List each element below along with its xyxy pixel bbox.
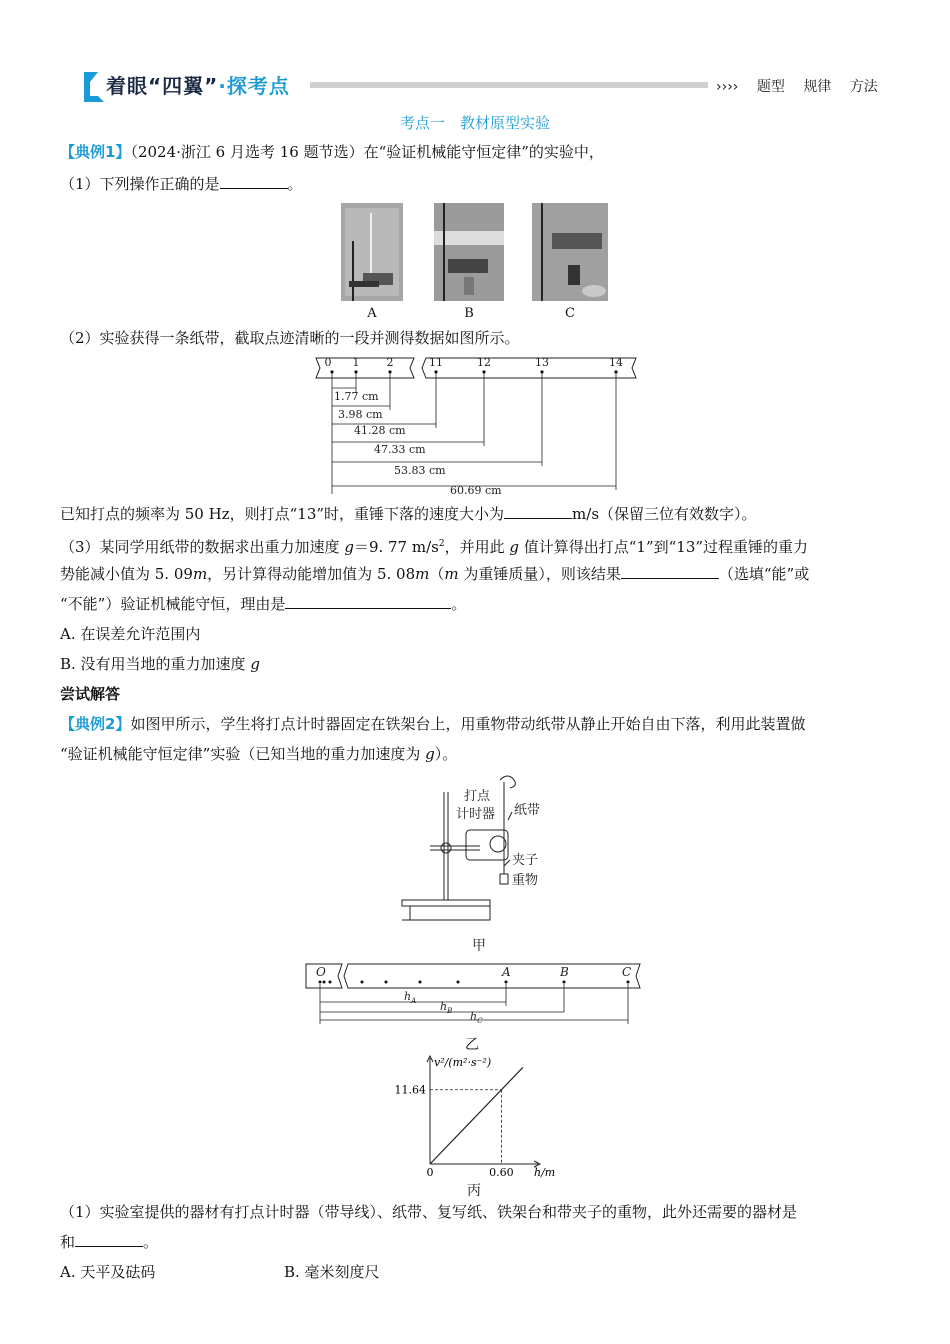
apparatus-label: 纸带 bbox=[514, 803, 541, 818]
example2-option-a: A. 天平及砝码 bbox=[60, 1263, 156, 1281]
photo-a bbox=[341, 203, 403, 301]
tape-point-label: 12 bbox=[477, 356, 491, 369]
tape-dim-label: $h_A$ bbox=[404, 990, 417, 1005]
tape-point-label: O bbox=[316, 965, 326, 979]
tape-point-label: 1 bbox=[352, 356, 360, 369]
data-line bbox=[430, 1067, 523, 1164]
photo-label: C bbox=[565, 306, 575, 321]
figure-caption: 甲 bbox=[472, 938, 486, 954]
tape-point-label: 0 bbox=[324, 356, 332, 369]
example2-tag: 【典例2】 bbox=[60, 715, 131, 733]
apparatus-label: 夹子 bbox=[512, 853, 539, 868]
example1-q1: （1）下列操作正确的是 。 bbox=[60, 172, 890, 196]
tape-dim-label: $h_C$ bbox=[470, 1010, 483, 1025]
example2-option-b: B. 毫米刻度尺 bbox=[284, 1263, 380, 1281]
y-axis-label: v²/(m²·s⁻²) bbox=[434, 1056, 492, 1069]
v2-h-chart bbox=[380, 1052, 570, 1182]
tape-figure-1 bbox=[314, 354, 640, 498]
apparatus-label: 计时器 bbox=[456, 807, 496, 822]
tape-point-label: 14 bbox=[609, 356, 623, 369]
tape-point-label: A bbox=[502, 965, 511, 979]
answer-blank[interactable] bbox=[504, 502, 572, 519]
tape-dim-label: $h_B$ bbox=[440, 1000, 453, 1015]
example1-q3-line2: 势能减小值为 5. 09m，另计算得动能增加值为 5. 08m（m 为重锤质量），则该结果 （选填“能”或 bbox=[60, 562, 890, 586]
tape-measure: 41.28 cm bbox=[354, 424, 406, 437]
tape-point-label: C bbox=[622, 965, 632, 979]
example1-q3-line3: “不能”）验证机械能守恒，理由是 。 bbox=[60, 592, 890, 616]
tape-measure: 47.33 cm bbox=[374, 443, 426, 456]
header-tag: 题型 bbox=[756, 79, 785, 95]
tape-measure: 53.83 cm bbox=[394, 464, 446, 477]
example1-intro: 【典例1】（2024·浙江 6 月选考 16 题节选）在“验证机械能守恒定律”的实验中， bbox=[60, 143, 604, 161]
example1-q3-line1: （3）某同学用纸带的数据求出重力加速度 g＝9. 77 $m/s^2$，并用此 g 值计算得出打点“1”到“13”过程重锤的重力 bbox=[60, 538, 809, 556]
x-axis-label: h/m bbox=[534, 1166, 556, 1179]
example2-q1-line1: （1）实验室提供的器材有打点计时器（带导线）、纸带、复写纸、铁架台和带夹子的重物，此外还需要的器材是 bbox=[60, 1203, 798, 1221]
x-tick-label: 0 bbox=[426, 1166, 434, 1179]
figure-caption: 丙 bbox=[467, 1183, 481, 1199]
apparatus-label: 重物 bbox=[512, 873, 539, 888]
photo-c bbox=[532, 203, 608, 301]
answer-blank[interactable] bbox=[621, 562, 719, 579]
example1-tag: 【典例1】 bbox=[60, 143, 131, 161]
answer-blank[interactable] bbox=[75, 1230, 143, 1247]
header-tags: ›››› 题型 规律 方法 bbox=[716, 79, 878, 95]
example2-q1-line2: 和 。 bbox=[60, 1230, 890, 1254]
photo-b bbox=[434, 203, 504, 301]
apparatus-figure bbox=[400, 772, 560, 954]
example1-option-b: B. 没有用当地的重力加速度 g bbox=[60, 655, 260, 673]
header-tag: 规律 bbox=[803, 79, 832, 95]
example2-intro-line2: “验证机械能守恒定律”实验（已知当地的重力加速度为 g）。 bbox=[60, 745, 458, 763]
tape-measure: 3.98 cm bbox=[338, 408, 383, 421]
example1-option-a: A. 在误差允许范围内 bbox=[60, 625, 201, 643]
y-tick-label: 11.64 bbox=[394, 1083, 426, 1097]
tape-measure: 1.77 cm bbox=[334, 390, 379, 403]
figure-caption: 乙 bbox=[465, 1037, 479, 1053]
example1-q2-text: 已知打点的频率为 50 Hz，则打点“13”时，重锤下落的速度大小为 m/s（保留三位有效数字）。 bbox=[60, 502, 890, 526]
tape-point-label: 2 bbox=[386, 356, 394, 369]
tape-figure-2 bbox=[304, 962, 644, 1034]
example1-q2: （2）实验获得一条纸带，截取点迹清晰的一段并测得数据如图所示。 bbox=[60, 329, 520, 347]
x-tick-label: 0.60 bbox=[489, 1166, 514, 1179]
answer-blank[interactable] bbox=[285, 592, 451, 609]
apparatus-label: 打点 bbox=[464, 789, 491, 804]
header-title: 着眼“四翼”·探考点 bbox=[106, 74, 290, 98]
header-tag: 方法 bbox=[849, 79, 878, 95]
tape-point-label: 13 bbox=[535, 356, 549, 369]
answer-blank[interactable] bbox=[220, 172, 288, 189]
tape-measure: 60.69 cm bbox=[450, 484, 502, 497]
photo-label: A bbox=[367, 306, 377, 321]
tape-point-label: 11 bbox=[429, 356, 443, 369]
photo-label: B bbox=[464, 306, 474, 321]
try-answer-heading: 尝试解答 bbox=[60, 685, 121, 703]
tape-point-label: B bbox=[560, 965, 569, 979]
example2-intro: 【典例2】如图甲所示，学生将打点计时器固定在铁架台上，用重物带动纸带从静止开始自由下落，利用此装置做 bbox=[60, 715, 806, 733]
section-title: 考点一 教材原型实验 bbox=[399, 114, 550, 132]
